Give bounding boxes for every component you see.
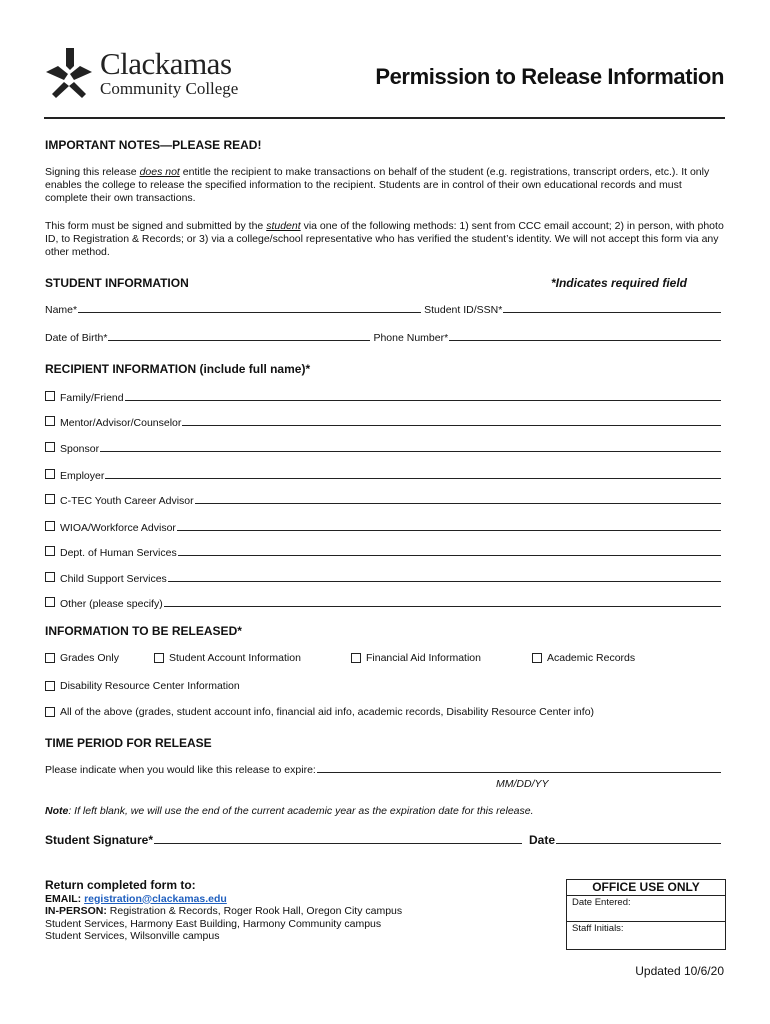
release-option xyxy=(532,652,635,664)
return-in-person-line xyxy=(45,905,402,918)
recipient-name-field[interactable] xyxy=(195,495,721,504)
phone-field[interactable] xyxy=(449,332,721,341)
release-checkbox[interactable] xyxy=(532,653,542,663)
release-checkbox[interactable] xyxy=(351,653,361,663)
recipient-label: WIOA/Workforce Advisor xyxy=(60,522,176,534)
release-option xyxy=(45,706,594,718)
signature-label: Student Signature* xyxy=(45,833,154,847)
recipient-row xyxy=(45,494,724,507)
release-option-label: All of the above (grades, student account info, financial aid info, academic records, Disability Resource Center info) xyxy=(60,706,595,718)
expiry-note xyxy=(45,805,534,817)
notes-p1-text-a: Signing this release xyxy=(45,166,140,178)
notes-p2-emphasis: student xyxy=(266,220,301,232)
recipient-name-field[interactable] xyxy=(182,417,721,426)
recipient-label: Child Support Services xyxy=(60,573,167,585)
release-option xyxy=(154,652,301,664)
release-option-label: Student Account Information xyxy=(169,652,301,664)
recipient-label: Employer xyxy=(60,470,105,482)
recipient-label: C-TEC Youth Career Advisor xyxy=(60,495,194,507)
recipient-label: Sponsor xyxy=(60,443,100,455)
release-checkbox[interactable] xyxy=(45,653,55,663)
student-info-heading: STUDENT INFORMATION xyxy=(45,276,189,290)
logo-subtitle: Community College xyxy=(100,79,239,98)
expiry-row xyxy=(45,764,724,776)
recipient-row xyxy=(45,391,724,404)
dob-phone-row xyxy=(45,332,724,344)
recipient-name-field[interactable] xyxy=(178,547,721,556)
staff-initials-label: Staff Initials: xyxy=(572,923,624,934)
in-person-location-2: Student Services, Harmony East Building, Harmony Community campus xyxy=(45,917,382,930)
recipient-row xyxy=(45,572,724,585)
notes-p1-emphasis: does not xyxy=(139,166,180,178)
recipient-checkbox[interactable] xyxy=(45,494,55,504)
release-option-label: Grades Only xyxy=(60,652,119,664)
name-field[interactable] xyxy=(78,304,421,313)
recipient-name-field[interactable] xyxy=(100,443,721,452)
notes-paragraph-1 xyxy=(45,166,725,205)
recipient-checkbox[interactable] xyxy=(45,546,55,556)
recipient-row xyxy=(45,521,724,534)
notes-heading: IMPORTANT NOTES—PLEASE READ! xyxy=(45,138,262,152)
college-logo xyxy=(44,44,254,104)
return-info xyxy=(45,879,402,943)
release-option-label: Financial Aid Information xyxy=(366,652,481,664)
staff-initials-field[interactable] xyxy=(567,921,725,947)
name-label: Name* xyxy=(45,304,78,316)
phone-label: Phone Number* xyxy=(373,332,449,344)
recipient-row xyxy=(45,416,724,429)
recipient-row xyxy=(45,597,724,610)
signature-field[interactable] xyxy=(154,835,522,844)
notes-p1-text-b: entitle the recipient to make transactions on behalf of the student (e.g. registrations, transcript orders, etc.). It only enables the college to release the specified information to the recipient. Students are in control of their own educational records and must complete their own transactions. xyxy=(45,166,710,204)
recipient-name-field[interactable] xyxy=(177,522,721,531)
release-option-label: Disability Resource Center Information xyxy=(60,680,240,692)
in-person-location-1: Registration & Records, Roger Rook Hall, Oregon City campus xyxy=(109,905,403,917)
recipient-label: Dept. of Human Services xyxy=(60,547,177,559)
notes-p2-text-a: This form must be signed and submitted by the xyxy=(45,220,267,232)
signature-date-field[interactable] xyxy=(556,835,721,844)
recipient-row xyxy=(45,546,724,559)
release-option-label: Academic Records xyxy=(547,652,636,664)
return-heading: Return completed form to: xyxy=(45,878,196,892)
notes-p2-text-b: via one of the following methods: 1) sent from CCC email account; 2) in person, with photo ID, to Registration & Records; or 3) via a college/school representative who has verified the student’s identity. We will not accept this form via any other method. xyxy=(45,220,724,258)
recipient-heading: RECIPIENT INFORMATION (include full name)* xyxy=(45,362,311,376)
student-id-field[interactable] xyxy=(503,304,721,313)
signature-date-label: Date xyxy=(529,833,556,847)
notes-paragraph-2 xyxy=(45,220,725,259)
date-format-hint: MM/DD/YY xyxy=(496,778,549,790)
student-id-label: Student ID/SSN* xyxy=(424,304,503,316)
recipient-checkbox[interactable] xyxy=(45,416,55,426)
time-period-heading: TIME PERIOD FOR RELEASE xyxy=(45,736,212,750)
recipient-checkbox[interactable] xyxy=(45,469,55,479)
email-link[interactable]: registration@clackamas.edu xyxy=(84,892,227,905)
logo-mark-icon xyxy=(44,46,94,98)
name-id-row xyxy=(45,304,724,316)
recipient-checkbox[interactable] xyxy=(45,521,55,531)
recipient-label: Mentor/Advisor/Counselor xyxy=(60,417,182,429)
expiry-prompt: Please indicate when you would like this release to expire: xyxy=(45,764,316,776)
header-divider xyxy=(44,117,725,119)
updated-date: Updated 10/6/20 xyxy=(635,964,724,978)
recipient-row xyxy=(45,469,724,482)
release-checkbox[interactable] xyxy=(45,707,55,717)
in-person-location-3: Student Services, Wilsonville campus xyxy=(45,930,220,942)
note-label: Note xyxy=(45,805,69,817)
signature-row xyxy=(45,833,724,847)
recipient-checkbox[interactable] xyxy=(45,442,55,452)
recipient-checkbox[interactable] xyxy=(45,597,55,607)
info-released-heading: INFORMATION TO BE RELEASED* xyxy=(45,624,242,638)
office-use-box xyxy=(566,879,726,950)
dob-field[interactable] xyxy=(108,332,370,341)
recipient-label: Other (please specify) xyxy=(60,598,163,610)
return-email-line xyxy=(45,893,402,906)
note-text: : If left blank, we will use the end of the current academic year as the expiration date for this release. xyxy=(68,805,534,817)
release-checkbox[interactable] xyxy=(45,681,55,691)
recipient-name-field[interactable] xyxy=(164,598,721,607)
dob-label: Date of Birth* xyxy=(45,332,108,344)
office-use-heading: OFFICE USE ONLY xyxy=(567,880,725,896)
recipient-checkbox[interactable] xyxy=(45,572,55,582)
release-checkbox[interactable] xyxy=(154,653,164,663)
in-person-label: IN-PERSON: xyxy=(45,905,107,917)
expiry-date-field[interactable] xyxy=(317,764,721,773)
form-title: Permission to Release Information xyxy=(375,64,724,89)
recipient-label: Family/Friend xyxy=(60,392,124,404)
recipient-checkbox[interactable] xyxy=(45,391,55,401)
recipient-name-field[interactable] xyxy=(105,470,721,479)
recipient-row xyxy=(45,442,724,455)
email-label: EMAIL: xyxy=(45,892,82,905)
required-note: *Indicates required field xyxy=(550,276,687,290)
logo-name: Clackamas xyxy=(100,46,232,81)
recipient-name-field[interactable] xyxy=(168,573,721,582)
date-entered-label: Date Entered: xyxy=(572,897,631,908)
release-option xyxy=(45,680,240,692)
release-option xyxy=(45,652,119,664)
release-option xyxy=(351,652,481,664)
date-entered-field[interactable] xyxy=(567,896,725,921)
recipient-name-field[interactable] xyxy=(125,392,721,401)
